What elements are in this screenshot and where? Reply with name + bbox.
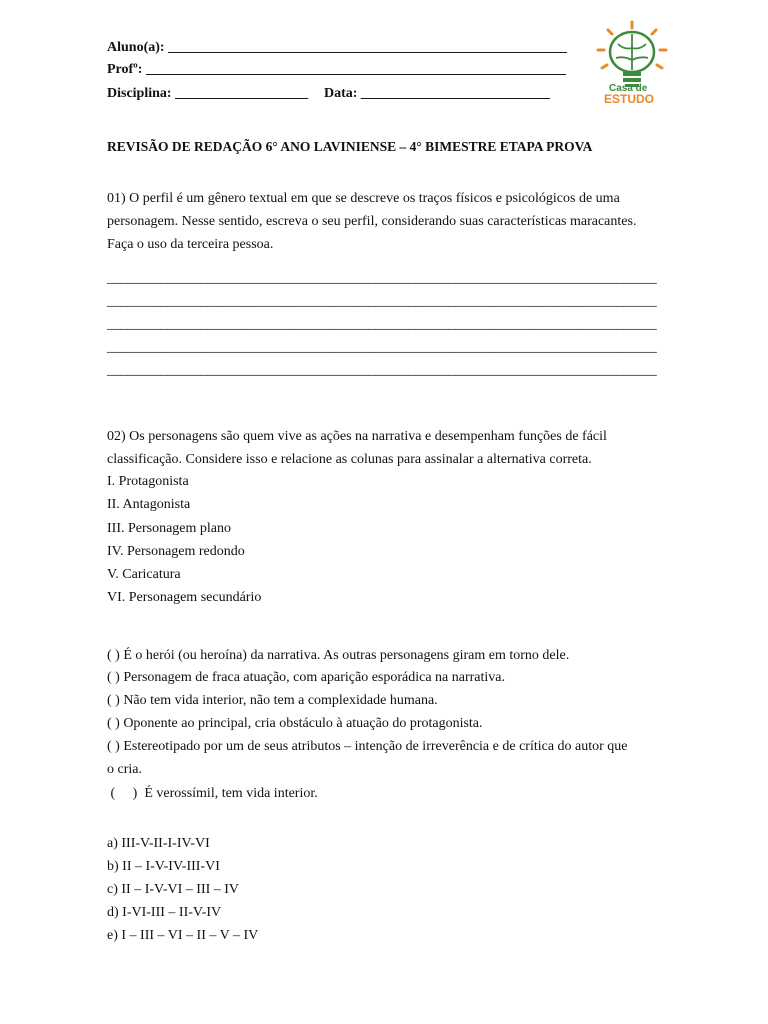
column-b-item[interactable]: ( ) É verossímil, tem vida interior.	[107, 786, 318, 801]
q1-line-1: 01) O perfil é um gênero textual em que se descreve os traços físicos e psicológicos de uma	[107, 191, 620, 206]
logo-text-bottom: ESTUDO	[604, 92, 655, 106]
option-b[interactable]: b) II – I-V-IV-III-VI	[107, 859, 220, 874]
column-b-item[interactable]: ( ) Estereotipado por um de seus atributos – intenção de irreverência e de crítica do autor que	[107, 739, 628, 754]
answer-line[interactable]: __________________________________________________________________________________	[107, 317, 657, 332]
prof-field: Profº: ____________________________________________________________	[107, 62, 566, 77]
column-b-item[interactable]: ( ) Personagem de fraca atuação, com aparição esporádica na narrativa.	[107, 670, 506, 685]
page-title: REVISÃO DE REDAÇÃO 6° ANO LAVINIENSE – 4° BIMESTRE ETAPA PROVA	[107, 139, 593, 154]
disciplina-field: Disciplina: ___________________	[107, 86, 309, 101]
column-b-item-continuation: o cria.	[107, 762, 142, 777]
q2-line-2: classificação. Considere isso e relacione as colunas para assinalar a alternativa correta.	[107, 452, 592, 467]
column-a-item: III. Personagem plano	[107, 521, 232, 536]
column-b-item[interactable]: ( ) É o herói (ou heroína) da narrativa. As outras personagens giram em torno dele.	[107, 648, 570, 663]
column-b-item[interactable]: ( ) Oponente ao principal, cria obstáculo à atuação do protagonista.	[107, 716, 483, 731]
column-a-item: IV. Personagem redondo	[107, 544, 245, 559]
answer-line[interactable]: __________________________________________________________________________________	[107, 340, 657, 355]
logo-text-top: Casa de	[609, 83, 648, 94]
column-a-item: II. Antagonista	[107, 497, 191, 512]
option-e[interactable]: e) I – III – VI – II – V – IV	[107, 928, 259, 943]
column-a-item: VI. Personagem secundário	[107, 590, 262, 605]
casa-de-estudo-logo	[594, 20, 670, 108]
q2-line-1: 02) Os personagens são quem vive as ações na narrativa e desempenham funções de fácil	[107, 429, 607, 444]
data-field: Data: ___________________________	[324, 86, 550, 101]
answer-line[interactable]: __________________________________________________________________________________	[107, 271, 657, 286]
answer-line[interactable]: __________________________________________________________________________________	[107, 363, 657, 378]
option-d[interactable]: d) I-VI-III – II-V-IV	[107, 905, 222, 920]
option-c[interactable]: c) II – I-V-VI – III – IV	[107, 882, 240, 897]
column-b-item[interactable]: ( ) Não tem vida interior, não tem a complexidade humana.	[107, 693, 438, 708]
q1-line-2: personagem. Nesse sentido, escreva o seu perfil, considerando suas características maracantes.	[107, 214, 637, 229]
column-a-item: I. Protagonista	[107, 474, 189, 489]
aluno-field: Aluno(a): _________________________________________________________	[107, 40, 568, 55]
column-a-item: V. Caricatura	[107, 567, 181, 582]
answer-line[interactable]: __________________________________________________________________________________	[107, 294, 657, 309]
option-a[interactable]: a) III-V-II-I-IV-VI	[107, 836, 210, 851]
q1-line-3: Faça o uso da terceira pessoa.	[107, 237, 274, 252]
